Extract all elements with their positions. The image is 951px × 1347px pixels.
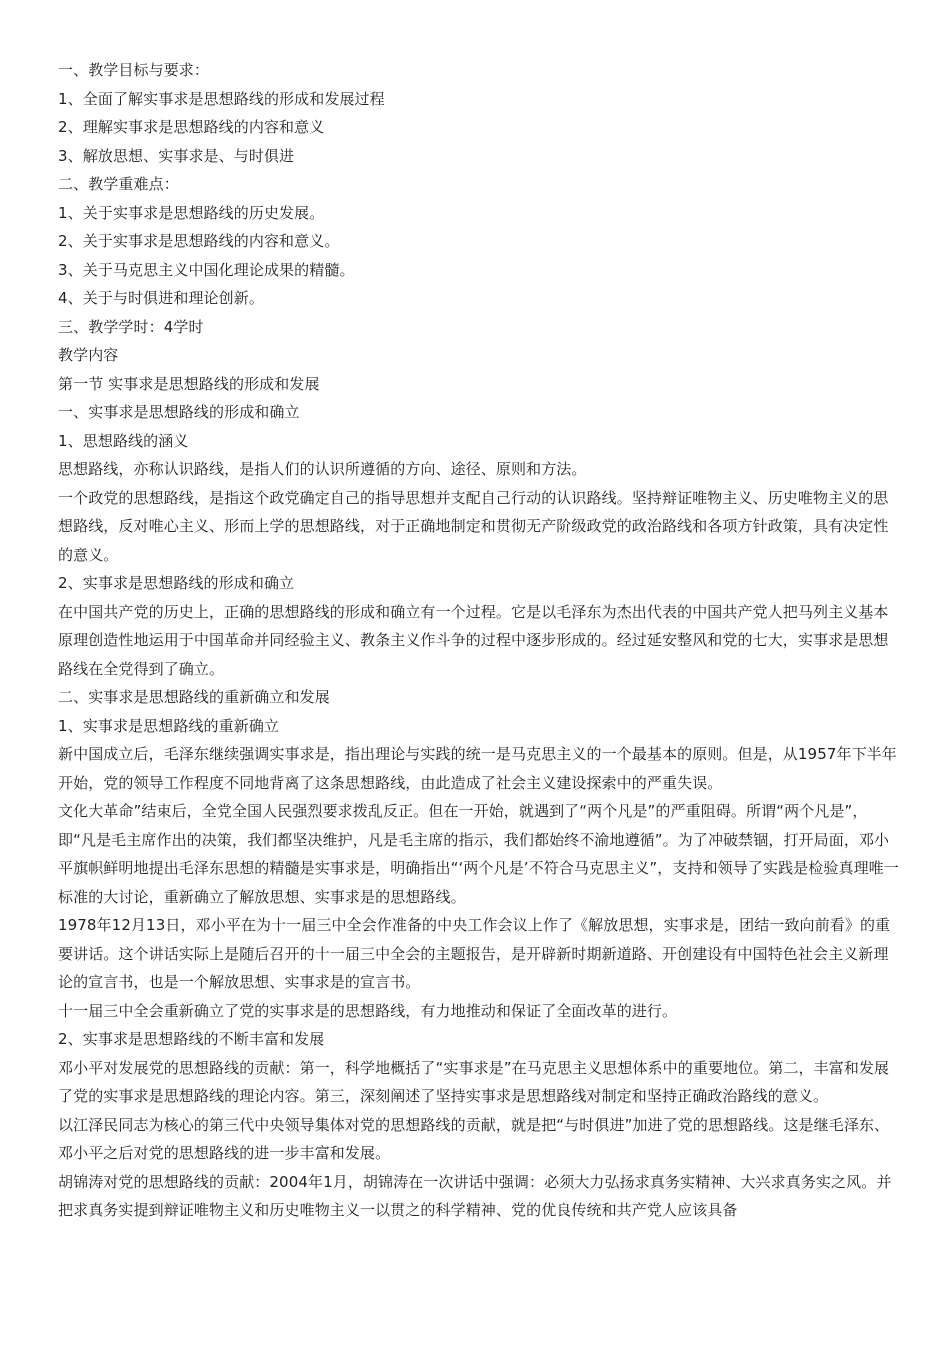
topic-heading-4: 2、实事求是思想路线的不断丰富和发展 <box>58 1030 325 1048</box>
subsection-heading-2: 二、实事求是思想路线的重新确立和发展 <box>58 688 330 706</box>
objective-item-1: 1、全面了解实事求是思想路线的形成和发展过程 <box>58 89 385 108</box>
paragraph-jiang-contribution: 以江泽民同志为核心的第三代中央领导集体对党的思想路线的贡献，就是把“与时俱进”加进了党的思想路线。这是继毛泽东、邓小平之后对党的思想路线的进一步丰富和发展。 <box>58 1115 890 1162</box>
objective-item-2: 2、理解实事求是思想路线的内容和意义 <box>58 118 325 136</box>
objective-item-3: 3、解放思想、实事求是、与时俱进 <box>58 146 295 165</box>
paragraph-definition: 思想路线，亦称认识路线，是指人们的认识所遵循的方向、途径、原则和方法。 <box>58 460 587 478</box>
topic-heading-2: 2、实事求是思想路线的形成和确立 <box>58 574 295 592</box>
heading-key-points: 二、教学重难点： <box>58 175 179 193</box>
section-title: 第一节 实事求是思想路线的形成和发展 <box>58 374 320 393</box>
heading-content: 教学内容 <box>58 346 119 364</box>
key-point-4: 4、关于与时俱进和理论创新。 <box>58 289 264 307</box>
paragraph-third-plenum: 十一届三中全会重新确立了党的实事求是的思想路线，有力地推动和保证了全面改革的进行。 <box>58 1001 678 1020</box>
paragraph-1978-speech: 1978年12月13日，邓小平在为十一届三中全会作准备的中央工作会议上作了《解放思想，实事求是，团结一致向前看》的重要讲话。这个讲话实际上是随后召开的十一届三中全会的主题报告，是开辟新时期新道路、开创建设有中国特色社会主义新理论的宣言书，也是一个解放思想、实事求是的宣言书。 <box>58 916 891 991</box>
key-point-2: 2、关于实事求是思想路线的内容和意义。 <box>58 232 340 250</box>
paragraph-deng-contribution: 邓小平对发展党的思想路线的贡献：第一，科学地概括了“实事求是”在马克思主义思想体系中的重要地位。第二，丰富和发展了党的实事求是思想路线的理论内容。第三，深刻阐述了坚持实事求是思想路线对制定和坚持正确政治路线的意义。 <box>58 1058 890 1105</box>
paragraph-new-china: 新中国成立后，毛泽东继续强调实事求是，指出理论与实践的统一是马克思主义的一个最基本的原则。但是，从1957年下半年开始，党的领导工作程度不同地背离了这条思想路线，由此造成了社会主义建设探索中的严重失误。 <box>58 745 897 792</box>
paragraph-hu-contribution: 胡锦涛对党的思想路线的贡献：2004年1月，胡锦涛在一次讲话中强调：必须大力弘扬求真务实精神、大兴求真务实之风。并把求真务实提到辩证唯物主义和历史唯物主义一以贯之的科学精神、党的优良传统和共产党人应该具备 <box>58 1172 892 1219</box>
paragraph-cultural-revolution: 文化大革命”结束后，全党全国人民强烈要求拨乱反正。但在一开始，就遇到了“两个凡是”的严重阻碍。所谓“两个凡是”，即“凡是毛主席作出的决策，我们都坚决维护，凡是毛主席的指示，我们都始终不渝地遵循”。为了冲破禁锢，打开局面，邓小平旗帜鲜明地提出毛泽东思想的精髓是实事求是，明确指出“‘两个凡是’不符合马克思主义”，支持和领导了实践是检验真理唯一标准的大讨论，重新确立了解放思想、实事求是的思想路线。 <box>58 802 899 906</box>
topic-heading-1: 1、思想路线的涵义 <box>58 431 189 450</box>
heading-objectives: 一、教学目标与要求： <box>58 61 210 79</box>
paragraph-formation: 在中国共产党的历史上，正确的思想路线的形成和确立有一个过程。它是以毛泽东为杰出代表的中国共产党人把马列主义基本原理创造性地运用于中国革命并同经验主义、教条主义作斗争的过程中逐步形成的。经过延安整风和党的七大，实事求是思想路线在全党得到了确立。 <box>58 602 889 678</box>
key-point-3: 3、关于马克思主义中国化理论成果的精髓。 <box>58 260 355 279</box>
topic-heading-3: 1、实事求是思想路线的重新确立 <box>58 716 280 735</box>
paragraph-party-line: 一个政党的思想路线，是指这个政党确定自己的指导思想并支配自己行动的认识路线。坚持辩证唯物主义、历史唯物主义的思想路线，反对唯心主义、形而上学的思想路线，对于正确地制定和贯彻无产阶级政党的政治路线和各项方针政策，具有决定性的意义。 <box>58 488 889 564</box>
key-point-1: 1、关于实事求是思想路线的历史发展。 <box>58 203 325 222</box>
document-body <box>58 56 900 1225</box>
subsection-heading-1: 一、实事求是思想路线的形成和确立 <box>58 403 300 421</box>
heading-hours: 三、教学学时：4学时 <box>58 317 204 336</box>
